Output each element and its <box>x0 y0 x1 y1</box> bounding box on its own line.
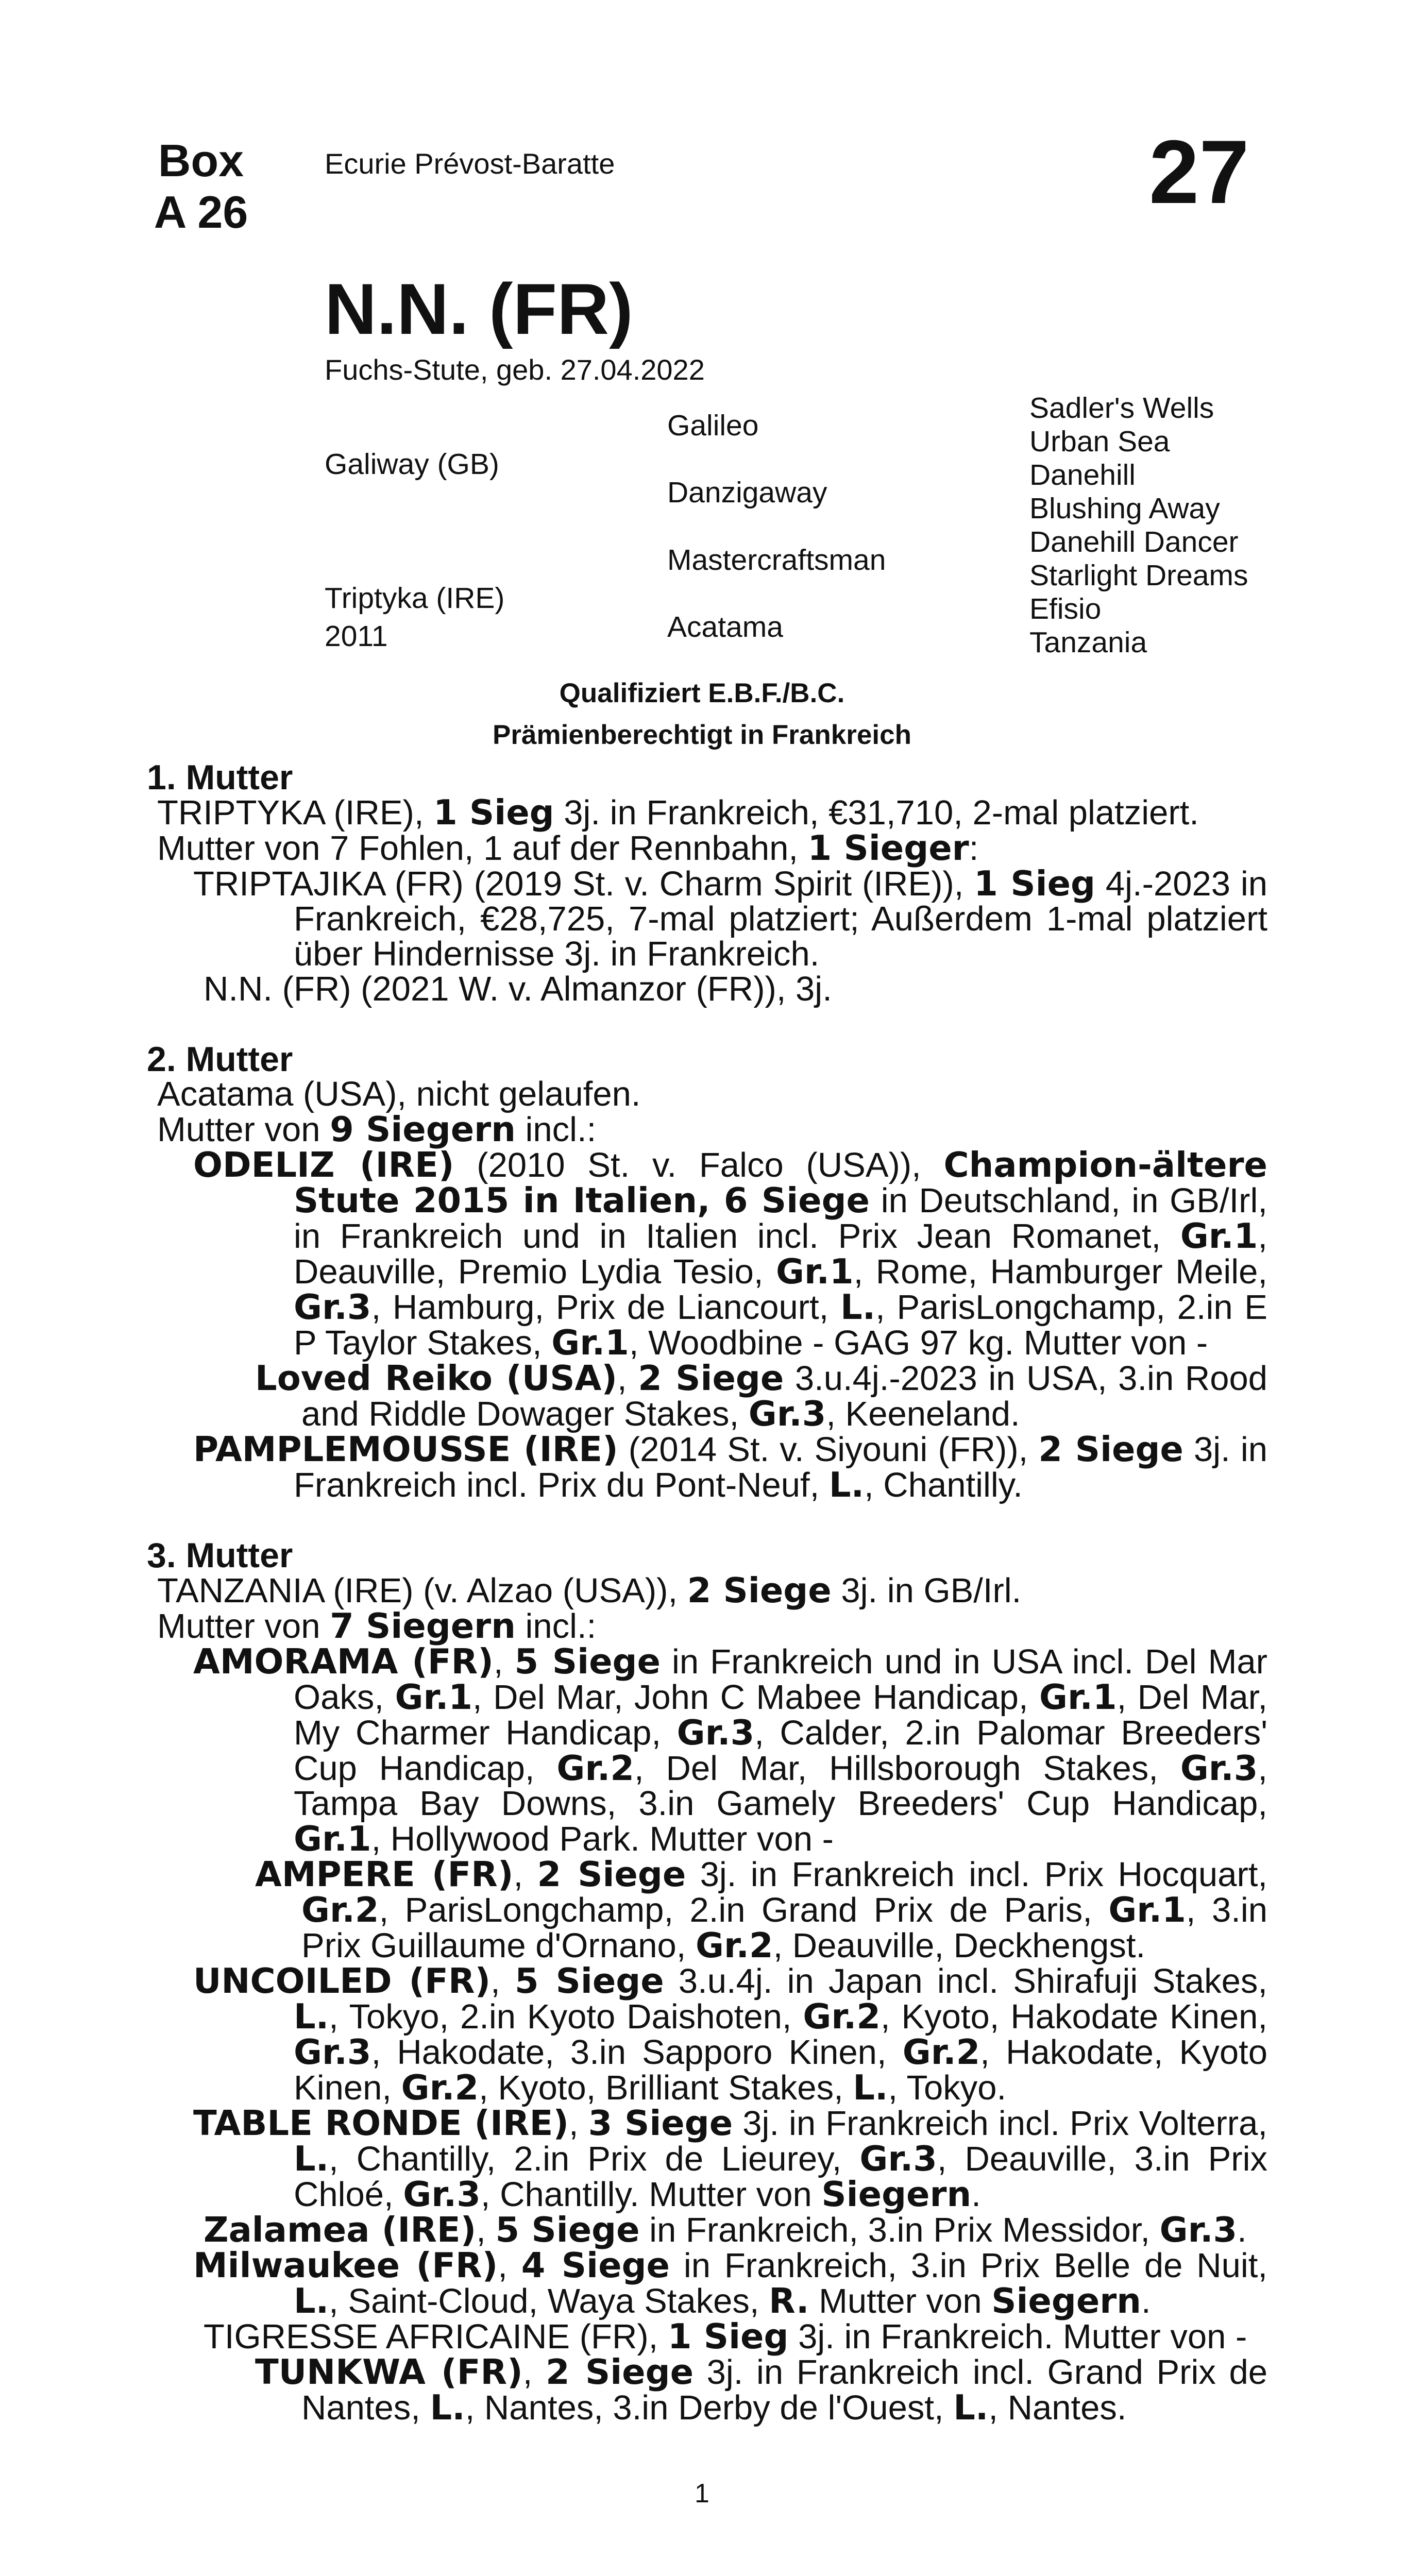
pedigree-dam: Triptyka (IRE) <box>325 582 505 615</box>
section-title-mutter2: 2. Mutter <box>147 1040 293 1079</box>
page-number: 1 <box>695 2479 709 2509</box>
produce-entry-zalamea: Zalamea (IRE), 5 Siege in Frankreich, 3.in Prix Messidor, Gr.3. <box>204 2210 1247 2250</box>
produce-entry-amorama: AMORAMA (FR), 5 Siege in Frankreich und in USA incl. Del Mar Oaks, Gr.1, Del Mar, John C Mabee Handicap, Gr.1, Del Mar, My Charmer Handicap, Gr.3, Calder, 2.in Palomar Breeders' Cup Handicap, Gr.2, Del Mar, Hillsborough Stakes, Gr.3, Tampa Bay Downs, 3.in Gamely Breeders' Cup Handicap, Gr.1, Hollywood Park. Mutter von - <box>193 1641 1267 1859</box>
pedigree-great-grandparent: Danehill <box>1029 459 1136 492</box>
produce-entry-pamplemousse: PAMPLEMOUSSE (IRE) (2014 St. v. Siyouni (FR)), 2 Siege 3j. in Frankreich incl. Prix du Pont-Neuf, L., Chantilly. <box>193 1429 1267 1505</box>
qualification-line: Prämienberechtigt in Frankreich <box>493 720 911 750</box>
horse-name: N.N. (FR) <box>325 268 633 349</box>
produce-entry-loved-reiko: Loved Reiko (USA), 2 Siege 3.u.4j.-2023 in USA, 3.in Rood and Riddle Dowager Stakes, Gr.3, Keeneland. <box>255 1358 1267 1434</box>
dam-2-record: Acatama (USA), nicht gelaufen. <box>157 1075 641 1113</box>
lot-number: 27 <box>1149 122 1249 223</box>
produce-entry-tigresse-africaine: TIGRESSE AFRICAINE (FR), 1 Sieg 3j. in Frankreich. Mutter von - <box>204 2316 1247 2357</box>
pedigree-great-grandparent: Efisio <box>1029 592 1102 625</box>
box-label-line1: Box <box>158 135 244 186</box>
section-title-mutter3: 3. Mutter <box>147 1536 293 1575</box>
stable-name: Ecurie Prévost-Baratte <box>325 147 615 180</box>
foal-entry: N.N. (FR) (2021 W. v. Almanzor (FR)), 3j. <box>204 970 832 1008</box>
horse-description: Fuchs-Stute, geb. 27.04.2022 <box>325 353 705 386</box>
pedigree-grandparent: Acatama <box>667 611 783 643</box>
pedigree-great-grandparent: Urban Sea <box>1029 425 1170 458</box>
pedigree-great-grandparent: Blushing Away <box>1029 492 1220 525</box>
foal-entry: TRIPTAJIKA (FR) (2019 St. v. Charm Spirit (IRE)), 1 Sieg 4j.-2023 in Frankreich, €28,725, 7-mal platziert; Außerdem 1-mal platziert über Hindernisse 3j. in Frankreich. <box>193 863 1267 973</box>
produce-entry-table-ronde: TABLE RONDE (IRE), 3 Siege 3j. in Frankreich incl. Prix Volterra, L., Chantilly, 2.in Prix de Lieurey, Gr.3, Deauville, 3.in Prix Chloé, Gr.3, Chantilly. Mutter von Siegern. <box>193 2103 1267 2214</box>
pedigree-grandparent: Mastercraftsman <box>667 544 886 577</box>
pedigree-dam-year: 2011 <box>325 620 388 653</box>
dam-2-produce: Mutter von 9 Siegern incl.: <box>157 1109 597 1149</box>
produce-entry-tunkwa: TUNKWA (FR), 2 Siege 3j. in Frankreich incl. Grand Prix de Nantes, L., Nantes, 3.in Derby de l'Ouest, L., Nantes. <box>255 2352 1267 2428</box>
dam-3-produce: Mutter von 7 Siegern incl.: <box>157 1606 597 1646</box>
pedigree-great-grandparent: Tanzania <box>1029 626 1147 659</box>
dam-3-record: TANZANIA (IRE) (v. Alzao (USA)), 2 Siege 3j. in GB/Irl. <box>157 1570 1022 1611</box>
produce-entry-odeliz: ODELIZ (IRE) (2010 St. v. Falco (USA)), Champion-ältere Stute 2015 in Italien, 6 Siege in Deutschland, in GB/Irl, in Frankreich und in Italien incl. Prix Jean Romanet, Gr.1, Deauville, Premio Lydia Tesio, Gr.1, Rome, Hamburger Meile, Gr.3, Hamburg, Prix de Liancourt, L., ParisLongchamp, 2.in E P Taylor Stakes, Gr.1, Woodbine - GAG 97 kg. Mutter von - <box>193 1145 1267 1363</box>
pedigree-sire: Galiway (GB) <box>325 448 499 481</box>
pedigree-great-grandparent: Sadler's Wells <box>1029 392 1214 425</box>
section-title-mutter1: 1. Mutter <box>147 758 293 797</box>
pedigree-details <box>147 760 1267 2426</box>
pedigree-grandparent: Danzigaway <box>667 476 827 509</box>
produce-entry-milwaukee: Milwaukee (FR), 4 Siege in Frankreich, 3.in Prix Belle de Nuit, L., Saint-Cloud, Waya Stakes, R. Mutter von Siegern. <box>193 2245 1267 2321</box>
pedigree-grandparent: Galileo <box>667 409 759 442</box>
box-label <box>149 135 252 238</box>
qualification-line: Qualifiziert E.B.F./B.C. <box>559 678 845 708</box>
dam-1-record: TRIPTYKA (IRE), 1 Sieg 3j. in Frankreich, €31,710, 2-mal platziert. <box>157 792 1199 833</box>
pedigree-great-grandparent: Danehill Dancer <box>1029 526 1239 558</box>
pedigree-great-grandparent: Starlight Dreams <box>1029 559 1248 592</box>
dam-1-produce: Mutter von 7 Fohlen, 1 auf der Rennbahn, 1 Sieger: <box>157 828 979 868</box>
box-label-line2: A 26 <box>154 187 248 238</box>
produce-entry-ampere: AMPERE (FR), 2 Siege 3j. in Frankreich incl. Prix Hocquart, Gr.2, ParisLongchamp, 2.in Grand Prix de Paris, Gr.1, 3.in Prix Guillaume d'Ornano, Gr.2, Deauville, Deckhengst. <box>255 1854 1268 1965</box>
produce-entry-uncoiled: UNCOILED (FR), 5 Siege 3.u.4j. in Japan incl. Shirafuji Stakes, L., Tokyo, 2.in Kyoto Daishoten, Gr.2, Kyoto, Hakodate Kinen, Gr.3, Hakodate, 3.in Sapporo Kinen, Gr.2, Hakodate, Kyoto Kinen, Gr.2, Kyoto, Brilliant Stakes, L., Tokyo. <box>193 1961 1268 2108</box>
